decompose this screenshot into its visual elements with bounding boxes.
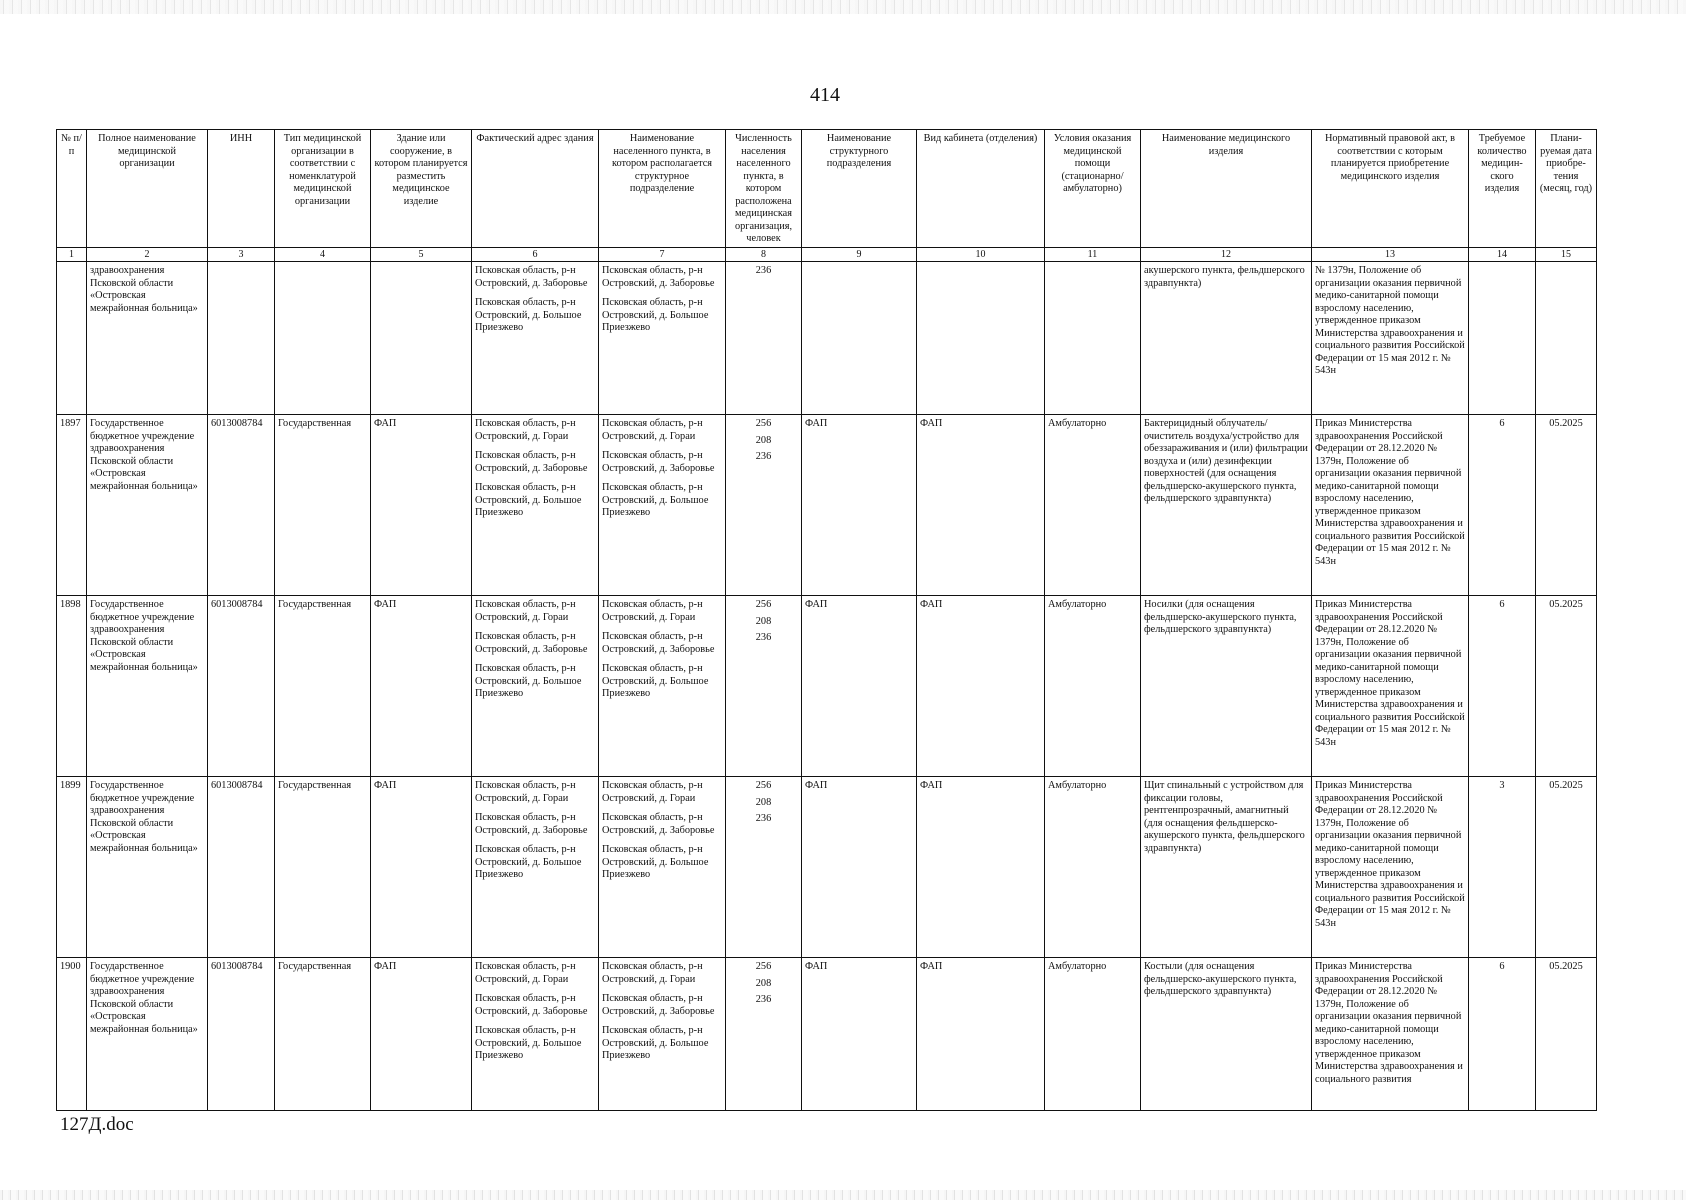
settlement-entry: Псковская область, р-н Островский, д. Большое Приезжево xyxy=(602,844,709,881)
row-number-cell xyxy=(57,262,87,415)
settlement-entry: Псковская область, р-н Островский, д. Гораи xyxy=(602,961,703,985)
cabinet-cell: ФАП xyxy=(917,596,1045,777)
building-cell: ФАП xyxy=(371,415,472,596)
header-cell: Фактический адрес здания xyxy=(472,130,599,248)
header-cell: ИНН xyxy=(208,130,275,248)
org-type-cell: Государственная xyxy=(275,958,371,1111)
settlement-entry: Псковская область, р-н Островский, д. Большое Приезжево xyxy=(602,482,709,519)
column-number: 1 xyxy=(57,248,87,262)
column-number: 11 xyxy=(1045,248,1141,262)
building-cell: ФАП xyxy=(371,777,472,958)
inn-cell: 6013008784 xyxy=(208,596,275,777)
header-cell: Наименование населенного пункта, в котором располагается структурное подразделение xyxy=(599,130,726,248)
row-number-cell: 1897 xyxy=(57,415,87,596)
conditions-cell: Амбулаторно xyxy=(1045,958,1141,1111)
settlement-entry: Псковская область, р-н Островский, д. Гораи xyxy=(602,780,703,804)
address-entry: Псковская область, р-н Островский, д. Большое Приезжево xyxy=(475,844,582,881)
population-cell xyxy=(726,596,802,777)
address-entry: Псковская область, р-н Островский, д. Заборовье xyxy=(475,812,588,836)
settlement-cell xyxy=(599,958,726,1111)
legal-act-cell: № 1379н, Положение об организации оказания первичной медико-санитарной помощи взрослому населению, утвержденное приказом Министерства здравоохранения и социального развития Российской Федерации от 15 мая 2012 г. № 543н xyxy=(1312,262,1469,415)
address-entry: Псковская область, р-н Островский, д. Большое Приезжево xyxy=(475,663,582,700)
conditions-cell: Амбулаторно xyxy=(1045,415,1141,596)
date-cell xyxy=(1536,262,1597,415)
population-value: 208 xyxy=(755,434,772,446)
quantity-cell: 6 xyxy=(1469,958,1536,1111)
population-value: 208 xyxy=(755,796,772,808)
address-cell xyxy=(472,596,599,777)
header-cell: Нормативный правовой акт, в соответствии с которым планируется приобретение медицинского изделия xyxy=(1312,130,1469,248)
address-cell xyxy=(472,262,599,415)
cabinet-cell: ФАП xyxy=(917,777,1045,958)
settlement-entry: Псковская область, р-н Островский, д. Большое Приезжево xyxy=(602,1025,709,1062)
population-value: 236 xyxy=(755,994,772,1006)
inn-cell: 6013008784 xyxy=(208,777,275,958)
address-entry: Псковская область, р-н Островский, д. Заборовье xyxy=(475,631,588,655)
address-entry: Псковская область, р-н Островский, д. Гораи xyxy=(475,780,576,804)
column-number: 3 xyxy=(208,248,275,262)
table-row xyxy=(57,777,1597,958)
header-cell: Вид кабинета (отделения) xyxy=(917,130,1045,248)
population-cell xyxy=(726,262,802,415)
inn-cell: 6013008784 xyxy=(208,958,275,1111)
quantity-cell: 6 xyxy=(1469,415,1536,596)
unit-cell: ФАП xyxy=(802,596,917,777)
unit-cell: ФАП xyxy=(802,777,917,958)
address-entry: Псковская область, р-н Островский, д. Большое Приезжево xyxy=(475,482,582,519)
settlement-cell xyxy=(599,596,726,777)
header-cell: Тип медицинской организации в соответствии с номенклатурой медицинской организации xyxy=(275,130,371,248)
registry-table xyxy=(56,129,1597,1111)
column-number: 10 xyxy=(917,248,1045,262)
legal-act-cell: Приказ Министерства здравоохранения Российской Федерации от 28.12.2020 № 1379н, Положение об организации оказания первичной медико-санитарной помощи взрослому населению, утвержденное приказом Министерства здравоохранения и социального развития Российской Федерации от 15 мая 2012 г. № 543н xyxy=(1312,777,1469,958)
header-cell: Требуемое количество медицин-ского изделия xyxy=(1469,130,1536,248)
org-name-cell: Государственное бюджетное учреждение здравоохранения Псковской области «Островская межрайонная больница» xyxy=(87,958,208,1111)
address-cell xyxy=(472,415,599,596)
device-cell: Костыли (для оснащения фельдшерско-акушерского пункта, фельдшерского здравпункта) xyxy=(1141,958,1312,1111)
header-cell: Полное наименование медицинской организации xyxy=(87,130,208,248)
device-cell: Щит спинальный с устройством для фиксации головы, рентгенпрозрачный, амагнитный (для оснащения фельдшерско-акушерского пункта, фельдшерского здравпункта) xyxy=(1141,777,1312,958)
legal-act-cell: Приказ Министерства здравоохранения Российской Федерации от 28.12.2020 № 1379н, Положение об организации оказания первичной медико-санитарной помощи взрослому населению, утвержденное приказом Министерства здравоохранения и социального развития Российской Федерации от 15 мая 2012 г. № 543н xyxy=(1312,596,1469,777)
legal-act-cell: Приказ Министерства здравоохранения Российской Федерации от 28.12.2020 № 1379н, Положение об организации оказания первичной медико-санитарной помощи взрослому населению, утвержденное приказом Министерства здравоохранения и социального развития xyxy=(1312,958,1469,1111)
population-value: 208 xyxy=(755,977,772,989)
header-cell: Здание или сооружение, в котором планируется разместить медицинское изделие xyxy=(371,130,472,248)
header-cell: № п/п xyxy=(57,130,87,248)
population-cell xyxy=(726,958,802,1111)
scan-edge-bottom xyxy=(0,1190,1686,1200)
unit-cell: ФАП xyxy=(802,958,917,1111)
settlement-cell xyxy=(599,415,726,596)
org-type-cell: Государственная xyxy=(275,596,371,777)
org-name-cell: Государственное бюджетное учреждение здравоохранения Псковской области «Островская межрайонная больница» xyxy=(87,777,208,958)
address-entry: Псковская область, р-н Островский, д. Гораи xyxy=(475,961,576,985)
header-cell: Численность населения населенного пункта, в котором расположена медицинская организация, человек xyxy=(726,130,802,248)
unit-cell: ФАП xyxy=(802,415,917,596)
inn-cell: 6013008784 xyxy=(208,415,275,596)
column-number: 13 xyxy=(1312,248,1469,262)
address-cell xyxy=(472,777,599,958)
legal-act-cell: Приказ Министерства здравоохранения Российской Федерации от 28.12.2020 № 1379н, Положение об организации оказания первичной медико-санитарной помощи взрослому населению, утвержденное приказом Министерства здравоохранения и социального развития Российской Федерации от 15 мая 2012 г. № 543н xyxy=(1312,415,1469,596)
date-cell: 05.2025 xyxy=(1536,415,1597,596)
settlement-entry: Псковская область, р-н Островский, д. Большое Приезжево xyxy=(602,663,709,700)
population-value: 256 xyxy=(755,780,772,791)
settlement-entry: Псковская область, р-н Островский, д. Заборовье xyxy=(602,993,715,1017)
org-type-cell: Государственная xyxy=(275,415,371,596)
population-value: 236 xyxy=(755,813,772,825)
population-value: 236 xyxy=(755,451,772,463)
population-cell xyxy=(726,777,802,958)
population-value: 208 xyxy=(755,615,772,627)
settlement-entry: Псковская область, р-н Островский, д. Заборовье xyxy=(602,450,715,474)
settlement-entry: Псковская область, р-н Островский, д. Гораи xyxy=(602,418,703,442)
settlement-entry: Псковская область, р-н Островский, д. Заборовье xyxy=(602,265,715,289)
conditions-cell: Амбулаторно xyxy=(1045,777,1141,958)
population-cell xyxy=(726,415,802,596)
table-row xyxy=(57,415,1597,596)
building-cell xyxy=(371,262,472,415)
column-number: 8 xyxy=(726,248,802,262)
population-value: 256 xyxy=(755,418,772,429)
address-entry: Псковская область, р-н Островский, д. Гораи xyxy=(475,418,576,442)
header-cell: Наименование медицинского изделия xyxy=(1141,130,1312,248)
header-cell: Плани-руемая дата приобре-тения (месяц, год) xyxy=(1536,130,1597,248)
date-cell: 05.2025 xyxy=(1536,596,1597,777)
device-cell: Носилки (для оснащения фельдшерско-акушерского пункта, фельдшерского здравпункта) xyxy=(1141,596,1312,777)
quantity-cell: 6 xyxy=(1469,596,1536,777)
population-value: 236 xyxy=(755,632,772,644)
device-cell: акушерского пункта, фельдшерского здравпункта) xyxy=(1141,262,1312,415)
cabinet-cell xyxy=(917,262,1045,415)
unit-cell xyxy=(802,262,917,415)
column-number: 7 xyxy=(599,248,726,262)
population-value: 236 xyxy=(755,265,772,276)
building-cell: ФАП xyxy=(371,958,472,1111)
settlement-entry: Псковская область, р-н Островский, д. Гораи xyxy=(602,599,703,623)
column-number: 14 xyxy=(1469,248,1536,262)
header-cell: Наименование структурного подразделения xyxy=(802,130,917,248)
settlement-cell xyxy=(599,262,726,415)
column-number: 6 xyxy=(472,248,599,262)
row-number-cell: 1899 xyxy=(57,777,87,958)
row-number-cell: 1900 xyxy=(57,958,87,1111)
quantity-cell xyxy=(1469,262,1536,415)
address-entry: Псковская область, р-н Островский, д. Большое Приезжево xyxy=(475,1025,582,1062)
scan-edge-top xyxy=(0,0,1686,14)
org-name-cell: здравоохранения Псковской области «Островская межрайонная больница» xyxy=(87,262,208,415)
footer-filename: 127Д.doc xyxy=(60,1114,134,1135)
population-value: 256 xyxy=(755,599,772,610)
org-name-cell: Государственное бюджетное учреждение здравоохранения Псковской области «Островская межрайонная больница» xyxy=(87,596,208,777)
column-number: 4 xyxy=(275,248,371,262)
column-number: 2 xyxy=(87,248,208,262)
cabinet-cell: ФАП xyxy=(917,958,1045,1111)
table-row xyxy=(57,958,1597,1111)
conditions-cell: Амбулаторно xyxy=(1045,596,1141,777)
date-cell: 05.2025 xyxy=(1536,958,1597,1111)
settlement-entry: Псковская область, р-н Островский, д. Большое Приезжево xyxy=(602,297,709,334)
org-type-cell xyxy=(275,262,371,415)
header-cell: Условия оказания медицинской помощи (стационарно/ амбулаторно) xyxy=(1045,130,1141,248)
settlement-entry: Псковская область, р-н Островский, д. Заборовье xyxy=(602,812,715,836)
address-entry: Псковская область, р-н Островский, д. Большое Приезжево xyxy=(475,297,582,334)
settlement-entry: Псковская область, р-н Островский, д. Заборовье xyxy=(602,631,715,655)
quantity-cell: 3 xyxy=(1469,777,1536,958)
address-entry: Псковская область, р-н Островский, д. Заборовье xyxy=(475,450,588,474)
column-number: 15 xyxy=(1536,248,1597,262)
address-entry: Псковская область, р-н Островский, д. Заборовье xyxy=(475,265,588,289)
population-value: 256 xyxy=(755,961,772,972)
header-row xyxy=(57,130,1597,248)
inn-cell xyxy=(208,262,275,415)
settlement-cell xyxy=(599,777,726,958)
address-cell xyxy=(472,958,599,1111)
page-number: 414 xyxy=(810,84,840,106)
cabinet-cell: ФАП xyxy=(917,415,1045,596)
row-number-cell: 1898 xyxy=(57,596,87,777)
column-number-row xyxy=(57,248,1597,262)
device-cell: Бактерицидный облучатель/очиститель воздуха/устройство для обеззараживания и (или) фильтрации воздуха и (или) дезинфекции поверхностей (для оснащения фельдшерско-акушерского пункта, фельдшерского здравпункта) xyxy=(1141,415,1312,596)
date-cell: 05.2025 xyxy=(1536,777,1597,958)
table-row-continuation xyxy=(57,262,1597,415)
building-cell: ФАП xyxy=(371,596,472,777)
org-name-cell: Государственное бюджетное учреждение здравоохранения Псковской области «Островская межрайонная больница» xyxy=(87,415,208,596)
conditions-cell xyxy=(1045,262,1141,415)
column-number: 5 xyxy=(371,248,472,262)
table-row xyxy=(57,596,1597,777)
column-number: 9 xyxy=(802,248,917,262)
address-entry: Псковская область, р-н Островский, д. Заборовье xyxy=(475,993,588,1017)
org-type-cell: Государственная xyxy=(275,777,371,958)
column-number: 12 xyxy=(1141,248,1312,262)
address-entry: Псковская область, р-н Островский, д. Гораи xyxy=(475,599,576,623)
